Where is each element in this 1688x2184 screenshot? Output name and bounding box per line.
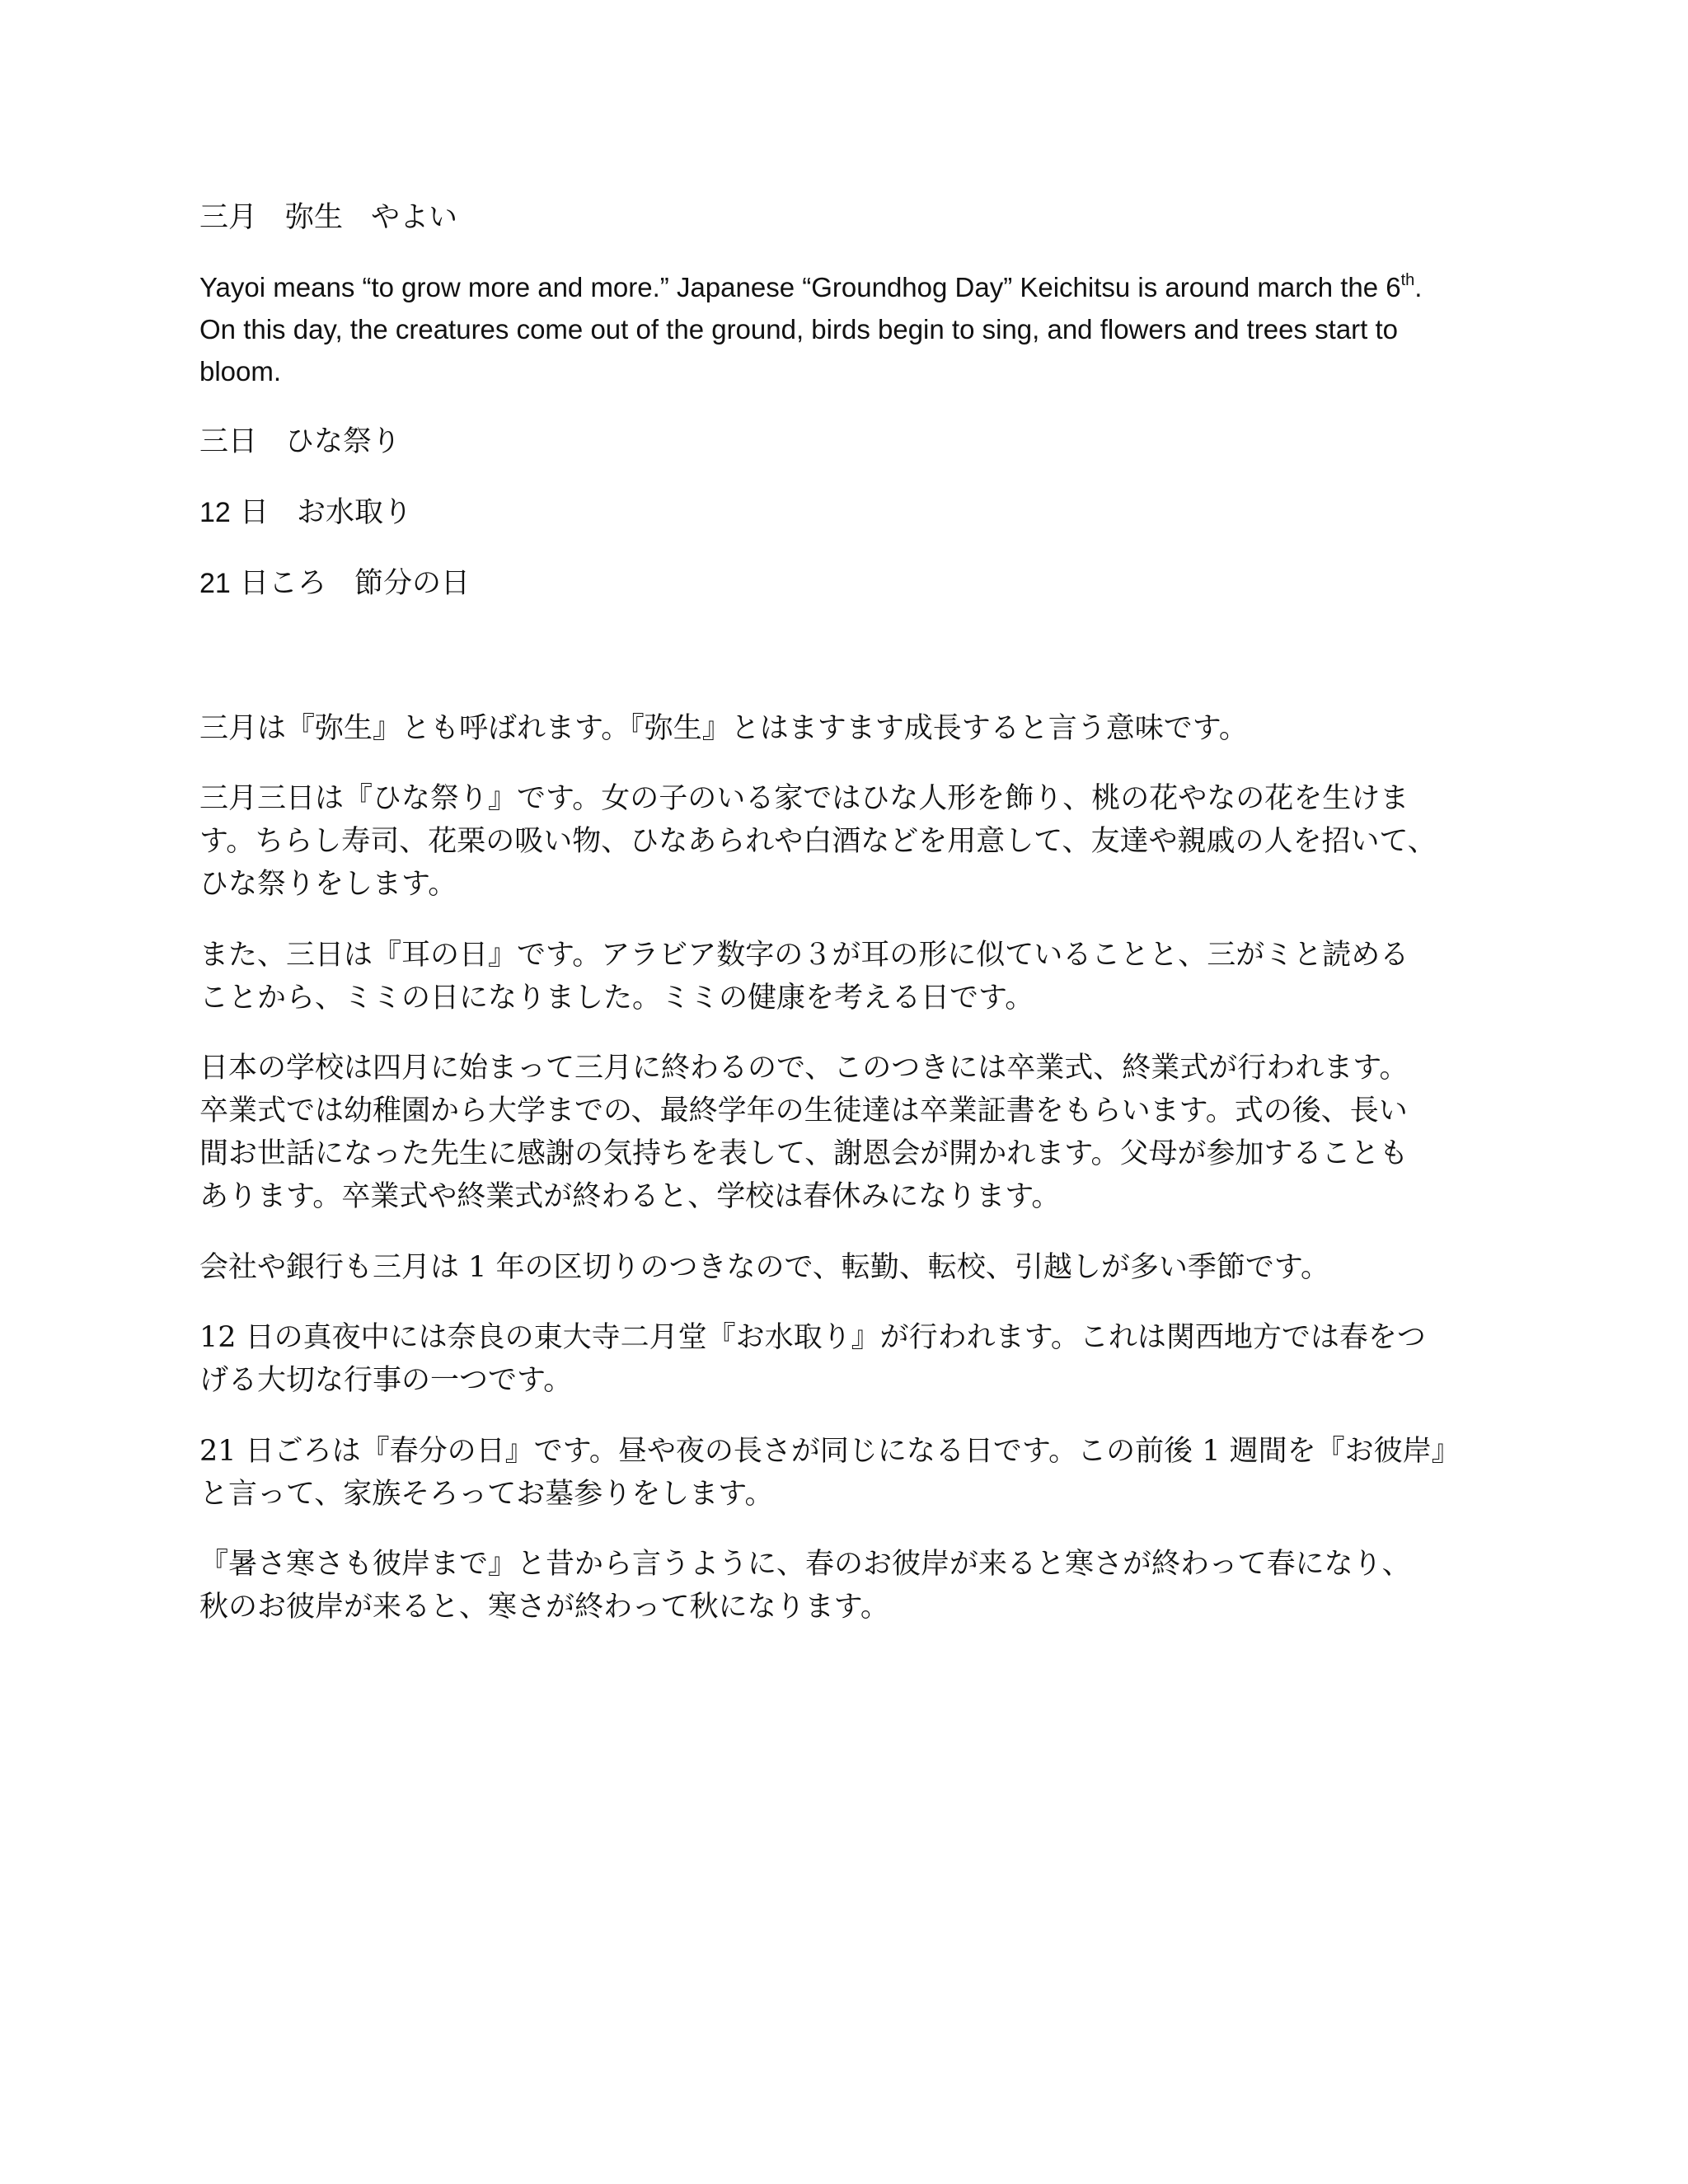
paragraph-omizutori-line: 12 日の真夜中には奈良の東大寺二月堂『お水取り』が行われます。これは関西地方では春をつ: [199, 1321, 1426, 1354]
event-item: [199, 420, 401, 463]
paragraph-graduation-line: 間お世話になった先生に感謝の気持ちを表して、謝恩会が開かれます。父母が参加することも: [199, 1137, 1409, 1170]
english-line-1: Yayoi means “to grow more and more.” Japanese “Groundhog Day” Keichitsu is around march the 6th.: [199, 271, 1423, 302]
event-day-number: 21: [199, 568, 231, 599]
event-day: 三日: [199, 425, 258, 458]
event-day-number: 12: [199, 497, 231, 528]
event-day-unit: 日ころ: [239, 567, 326, 600]
paragraph-graduation-line: あります。卒業式や終業式が終わると、学校は春休みになります。: [199, 1180, 1061, 1213]
paragraph-ear-day-line: ことから、ミミの日になりました。ミミの健康を考える日です。: [199, 982, 1034, 1015]
paragraph-equinox-line: 21 日ごろは『春分の日』です。昼や夜の長さが同じになる日です。この前後 1 週間を『お彼岸』: [199, 1435, 1461, 1468]
event-name: 節分の日: [354, 567, 470, 600]
paragraph-higan-line: 秋のお彼岸が来ると、寒さが終わって秋になります。: [199, 1591, 889, 1624]
month-heading: [199, 196, 457, 239]
month-label: 三月: [199, 201, 258, 234]
paragraph-ear-day-line: また、三日は『耳の日』です。アラビア数字の３が耳の形に似ていることと、三がミと読める: [199, 939, 1409, 972]
paragraph-hinamatsuri-line: す。ちらし寿司、花栗の吸い物、ひなあられや白酒などを用意して、友達や親戚の人を招いて、: [199, 825, 1437, 858]
month-reading: やよい: [371, 201, 458, 234]
event-item: [199, 491, 412, 534]
month-name: 弥生: [285, 201, 344, 234]
paragraph-fiscal-year: 会社や銀行も三月は 1 年の区切りのつきなので、転勤、転校、引越しが多い季節です。: [199, 1251, 1330, 1284]
event-item: [199, 562, 470, 605]
event-name: ひな祭り: [285, 425, 401, 458]
paragraph-hinamatsuri-line: 三月三日は『ひな祭り』です。女の子のいる家ではひな人形を飾り、桃の花やなの花を生けま: [199, 782, 1409, 815]
event-name: お水取り: [296, 496, 412, 529]
paragraph-yayoi: 三月は『弥生』とも呼ばれます。『弥生』とはますます成長すると言う意味です。: [199, 712, 1248, 745]
event-day-unit: 日: [239, 496, 269, 529]
paragraph-hinamatsuri-line: ひな祭りをします。: [199, 868, 457, 901]
paragraph-graduation-line: 日本の学校は四月に始まって三月に終わるので、このつきには卒業式、終業式が行われます。: [199, 1052, 1409, 1085]
paragraph-equinox-line: と言って、家族そろってお墓参りをします。: [199, 1478, 774, 1511]
paragraph-graduation-line: 卒業式では幼稚園から大学までの、最終学年の生徒達は卒業証書をもらいます。式の後、長い: [199, 1094, 1408, 1127]
english-line-3: bloom.: [199, 356, 282, 387]
english-line-2: On this day, the creatures come out of the ground, birds begin to sing, and flowers and trees start to: [199, 314, 1399, 344]
paragraph-omizutori-line: げる大切な行事の一つです。: [199, 1364, 573, 1397]
paragraph-higan-line: 『暑さ寒さも彼岸まで』と昔から言うように、春のお彼岸が来ると寒さが終わって春になり、: [199, 1548, 1411, 1581]
ordinal-suffix: th: [1400, 271, 1415, 289]
